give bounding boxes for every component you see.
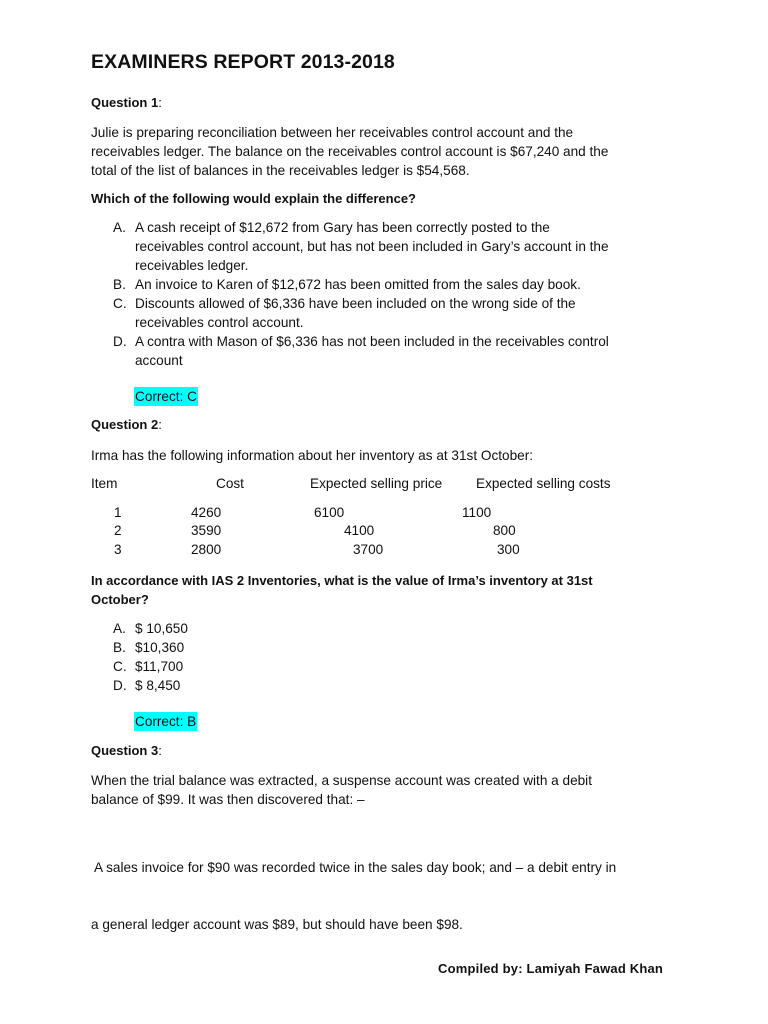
option-text: $11,700: [135, 659, 184, 674]
option-letter: C.: [113, 659, 127, 674]
option-text: $ 10,650: [135, 621, 188, 636]
question-2-prompt-line: October?: [91, 592, 149, 607]
option-text-line: A cash receipt of $12,672 from Gary has been correctly posted to the: [135, 220, 550, 235]
table-header-selling-price: Expected selling price: [310, 476, 443, 491]
question-2-prompt: [91, 571, 651, 609]
question-1-options: [91, 218, 695, 370]
question-2-answer: [134, 712, 197, 731]
option-text: $10,360: [135, 640, 185, 655]
option-text-line: receivables ledger.: [135, 258, 249, 273]
question-2-colon: :: [158, 417, 162, 432]
question-1-option-d: [91, 332, 695, 370]
question-1-paragraph-line: receivables ledger. The balance on the receivables control account is $67,240 and the: [91, 144, 609, 159]
table-header-item: Item: [91, 476, 118, 491]
question-2-options: [91, 619, 695, 695]
option-letter: B.: [113, 640, 126, 655]
question-2-intro: Irma has the following information about her inventory as at 31st October:: [91, 448, 534, 463]
question-1-option-c: [91, 294, 695, 332]
question-3-paragraph-line: When the trial balance was extracted, a suspense account was created with a debit: [91, 773, 592, 788]
option-text-line: Discounts allowed of $6,336 have been included on the wrong side of the: [135, 296, 576, 311]
option-letter: B.: [113, 277, 126, 292]
table-cell: 4100: [344, 523, 375, 538]
question-2-option-a: [91, 619, 695, 638]
option-letter: D.: [113, 678, 127, 693]
question-3-heading: [91, 743, 162, 758]
table-cell: 3: [114, 542, 122, 557]
option-letter: A.: [113, 621, 126, 636]
document-title: EXAMINERS REPORT 2013-2018: [91, 51, 395, 73]
table-header-cost: Cost: [216, 476, 244, 491]
question-3-heading-text: Question 3: [91, 743, 159, 758]
option-text-line: receivables control account, but has not been included in Gary’s account in the: [135, 239, 609, 254]
footer-compiled-by: Compiled by: Lamiyah Fawad Khan: [438, 961, 664, 976]
question-3-paragraph-2: [91, 820, 681, 953]
table-cell: 1100: [462, 505, 492, 520]
question-3-paragraph-line: A sales invoice for $90 was recorded twice in the sales day book; and – a debit entry in: [91, 860, 617, 875]
question-2-option-c: [91, 657, 695, 676]
question-3-paragraph-line: a general ledger account was $89, but should have been $98.: [91, 917, 463, 932]
option-text-line: A contra with Mason of $6,336 has not been included in the receivables control: [135, 334, 609, 349]
correct-answer-highlight: Correct: B: [135, 714, 197, 729]
table-cell: 1: [114, 505, 122, 520]
question-1-paragraph-line: Julie is preparing reconciliation between her receivables control account and the: [91, 125, 574, 140]
question-2-heading-text: Question 2: [91, 417, 159, 432]
table-cell: 3700: [353, 542, 384, 557]
table-cell: 3590: [191, 523, 222, 538]
option-letter: C.: [113, 296, 127, 311]
question-3-paragraph-line: balance of $99. It was then discovered that: –: [91, 792, 365, 807]
option-text-line: An invoice to Karen of $12,672 has been omitted from the sales day book.: [135, 277, 581, 292]
question-3-colon: :: [158, 743, 162, 758]
question-1-option-a: [91, 218, 695, 275]
table-cell: 2800: [191, 542, 222, 557]
question-1-heading: [91, 95, 162, 110]
table-header-selling-costs: Expected selling costs: [476, 476, 611, 491]
option-letter: A.: [113, 220, 126, 235]
question-2-option-b: [91, 638, 695, 657]
question-1-prompt: Which of the following would explain the difference?: [91, 191, 416, 206]
table-cell: 6100: [314, 505, 345, 520]
question-2-heading: [91, 417, 162, 432]
table-cell: 300: [497, 542, 520, 557]
correct-answer-highlight: Correct: C: [135, 389, 197, 404]
question-1-answer: [134, 387, 198, 406]
question-2-option-d: [91, 676, 695, 695]
option-text: $ 8,450: [135, 678, 181, 693]
question-2-prompt-line: In accordance with IAS 2 Inventories, what is the value of Irma’s inventory at 31st: [91, 573, 593, 588]
table-cell: 800: [493, 523, 516, 538]
table-cell: 2: [114, 523, 122, 538]
option-text-line: receivables control account.: [135, 315, 304, 330]
question-1-colon: :: [158, 95, 162, 110]
question-1-paragraph-line: total of the list of balances in the receivables ledger is $54,568.: [91, 163, 470, 178]
option-letter: D.: [113, 334, 127, 349]
question-3-paragraph-1: [91, 771, 681, 809]
question-1-option-b: [91, 275, 695, 294]
table-cell: 4260: [191, 505, 222, 520]
question-1-paragraph: [91, 123, 681, 180]
question-1-heading-text: Question 1: [91, 95, 159, 110]
option-text-line: account: [135, 353, 183, 368]
